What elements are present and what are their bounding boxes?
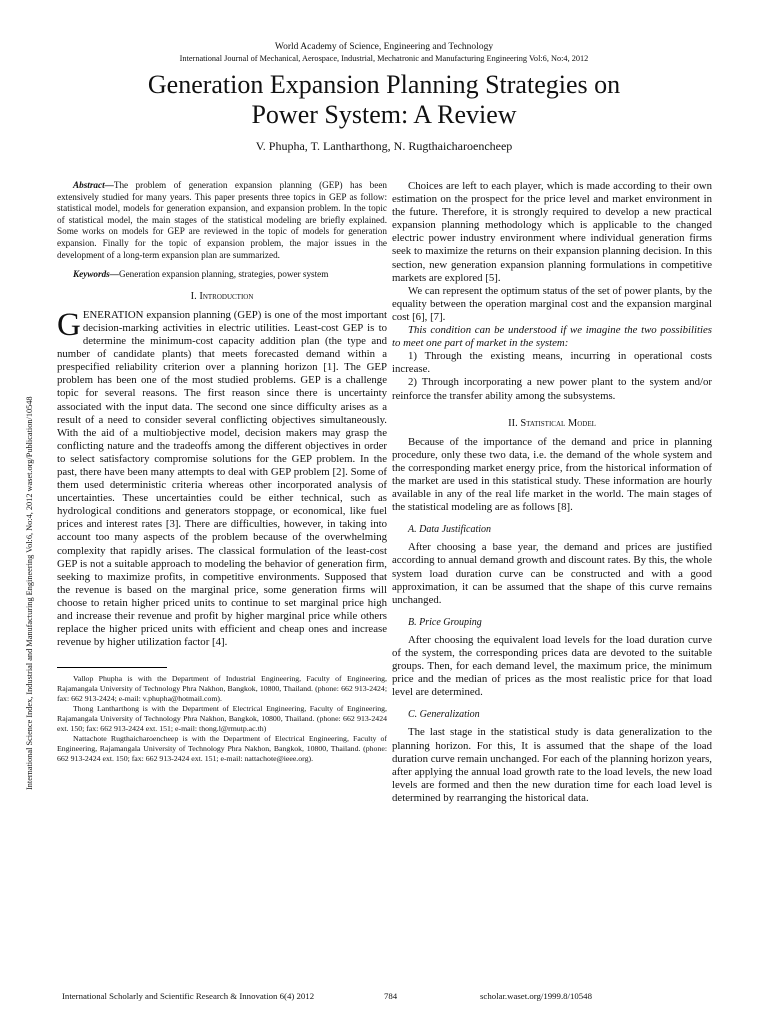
section-introduction: I. Introduction bbox=[190, 290, 254, 302]
authors: V. Phupha, T. Lantharthong, N. Rugthaicharoencheep bbox=[255, 139, 513, 153]
paragraph: The last stage in the statistical study is data generalization to the planning horizon. For this, It is assumed that the shape of the load duration curve remain unchanged. For each of the planning horizon years, after applying the annual load growth rate to the load levels, the new load levels are formed and then the new duration time for each load level is determined by rearranging the historical data. bbox=[392, 726, 712, 804]
subsection-c: C. Generalization bbox=[408, 709, 480, 721]
keywords-text: Generation expansion planning, strategies, power system bbox=[118, 269, 329, 280]
paper-title bbox=[0, 70, 768, 130]
footnote-rule bbox=[57, 667, 167, 668]
footnote-2: Thong Lantharthong is with the Department of Electrical Engineering, Faculty of Engineering, Rajamangala University of Technology Phra Nakhon, Bangkok, 10800, Thailand. (phone: 662 913-2424 ext. 150; fax: 662 913-2424 ext. 151; e-mail: thong.l@rmutp.ac.th) bbox=[57, 704, 387, 734]
subsection-b: B. Price Grouping bbox=[408, 616, 482, 628]
left-column bbox=[57, 180, 387, 764]
footnote-1: Vallop Phupha is with the Department of Industrial Engineering, Faculty of Engineering, Rajamangala University of Technology Phra Nakhon, Bangkok, 10800, Thailand. (phone: 662 913-2424; fax: 662 913-2424; e-mail: v.phupha@hotmail.com). bbox=[57, 674, 387, 704]
intro-paragraph: GENERATION expansion planning (GEP) is one of the most important decision-marking activities in electric utilities. Least-cost GEP is to determine the minimum-cost capacity addition plan (the type and number of candidate plants) that meets forecasted demand within a prespecified reliability criterion over a planning horizon [1]. The GEP problem has been one of the most studied problems. GEP is a challenge topic for several reasons. The first reason since there is uncertainty associated with the input data. The second one since difficulty arises as a result of a need to consider several conflicting objectives simultaneously. With the aid of a multiobjective model, decision makers may grasp the conflicting nature and the tradeoffs among the different objectives in order to select satisfactory compromise solutions for the GEP problem. In the past, there have been many attempts to deal with GEP problem [2]. Some of them used deterministic criteria whereas other incorporated analysis of uncertainties. These uncertainties could be either technical, such as hydrological conditions and generators stoppage, or economical, like fuel prices and interest rates [3]. There are difficulties, however, in taking into account too many aspects of the problem because of the overwhelming complexity that rapidly arises. The classical formulation of the least-cost GEP is not a suitable approach to modeling the behavior of generation firm, seeking to maximize profits, in competitive environments. Supposed that the revenue is based on the marginal price, some generation firms will choose to retain higher priced units to continue to set marginal price high and increase their revenue and profit by higher marginal price while others replace the higher priced units with efficient and cheap ones and increase revenue by higher utilization factor [4]. bbox=[57, 306, 387, 649]
section-statistical-model: II. Statistical Model bbox=[508, 417, 596, 429]
page-number: 784 bbox=[384, 991, 398, 1001]
right-column bbox=[392, 180, 712, 805]
paragraph: Because of the importance of the demand and price in planning procedure, only these two data, i.e. the demand of the whole system and the corresponding market energy price, from the historical information of the market are used in this statistical study. These information are hourly available in any of the real life market in the world. The main stages of the statistical modeling are as follows [8]. bbox=[392, 435, 712, 514]
header-journal: International Journal of Mechanical, Aerospace, Industrial, Mechatronic and Manufacturing Engineering Vol:6, No:4, 2012 bbox=[179, 54, 589, 63]
paragraph: 1) Through the existing means, incurring in operational costs increase. bbox=[392, 350, 712, 376]
paragraph: After choosing a base year, the demand and prices are justified according to annual demand growth and discount rates. By this, the whole system load duration curve can be constructed and with a good approximation, it can be assumed that the shape of this curve remains unchanged. bbox=[392, 541, 712, 606]
title-line-2: Power System: A Review bbox=[251, 100, 517, 129]
sidebar-citation: International Science Index, Industrial and Manufacturing Engineering Vol:6, No:4, 2012 waset.org/Publication/10548 bbox=[25, 396, 34, 790]
paragraph: This condition can be understood if we imagine the two possibilities to meet one part of market in the system: bbox=[392, 324, 712, 350]
subsection-a: A. Data Justification bbox=[408, 524, 492, 536]
paragraph: Choices are left to each player, which is made according to their own estimation on the prospect for the price level and market environment in the future. Therefore, it is strongly required to develop a new practical expansion planning methodology which is applicable to the changed electric power industry environment where individual generation firms seek to maximize the returns on their expansion planning decision. In this section, new generation expansion planning formulations in competitive markets are explored [5]. bbox=[392, 180, 712, 284]
footer-left: International Scholarly and Scientific Research & Innovation 6(4) 2012 bbox=[62, 991, 315, 1001]
abstract-text: The problem of generation expansion planning (GEP) has been extensively studied for many years. This paper presents three topics in GEP as follow: statistical model, models for generation expansion, and expansion problem. In the topic of statistical model, the main stages of the statistical modeling are briefly explained. Some works on models for GEP are reviewed in the topic of models for generation expansion. Finally for the topic of expansion problem, the major issues in the development of a long-term expansion plan are summarized. bbox=[57, 180, 387, 260]
keywords-label: Keywords— bbox=[73, 269, 119, 280]
paragraph: We can represent the optimum status of the set of power plants, by the equality between the operation marginal cost and the expansion marginal cost [6], [7]. bbox=[392, 284, 712, 323]
paragraph: 2) Through incorporating a new power plant to the system and/or reinforce the transfer ability among the subsystems. bbox=[392, 376, 712, 402]
header-organization: World Academy of Science, Engineering and Technology bbox=[274, 42, 494, 52]
footer-right: scholar.waset.org/1999.8/10548 bbox=[480, 991, 592, 1001]
title-line-1: Generation Expansion Planning Strategies on bbox=[147, 70, 621, 99]
abstract-label: Abstract— bbox=[73, 180, 114, 190]
paragraph: After choosing the equivalent load levels for the load duration curve of the system, the corresponding prices data are devoted to the suitable groups. Then, for each demand level, the maximum price, the minimum price and the median of prices as the most realistic price for that load level are determined. bbox=[392, 633, 712, 699]
footnote-3: Nattachote Rugthaicharoencheep is with the Department of Electrical Engineering, Faculty of Engineering, Rajamangala University of Technology Phra Nakhon, Bangkok, 10800, Thailand. (phone: 662 913-2424 ext. 150; fax: 662 913-2424 ext. 151; e-mail: nattachote@ieee.org). bbox=[57, 734, 387, 764]
keywords bbox=[57, 269, 387, 281]
abstract bbox=[57, 180, 387, 261]
drop-cap: G bbox=[57, 306, 81, 343]
